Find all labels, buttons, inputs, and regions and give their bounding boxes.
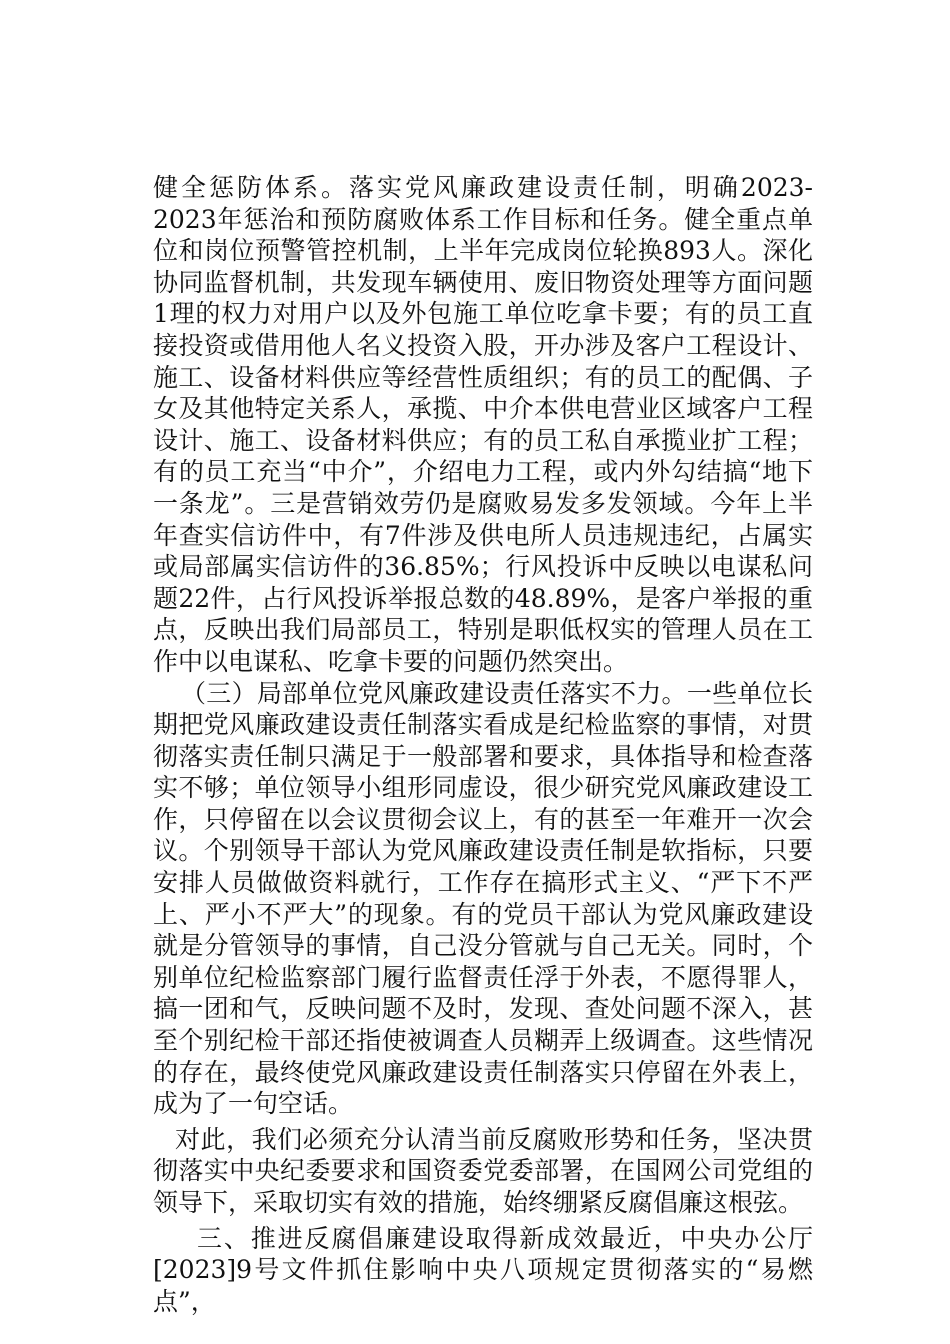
paragraph-corruption-prevention-system: 健全惩防体系。落实党风廉政建设责任制，明确2023-2023年惩治和预防腐败体系工作目标和任务。健全重点单位和岗位预警管控机制，上半年完成岗位轮换893人。深化协同监督机制，共发现车辆使用、废旧物资处理等方面问题1理的权力对用户以及外包施工单位吃拿卡要；有的员工直接投资或借用他人名义投资入股，开办涉及客户工程设计、施工、设备材料供应等经营性质组织；有的员工的配偶、子女及其他特定关系人，承揽、中介本供电营业区域客户工程设计、施工、设备材料供应；有的员工私自承揽业扩工程；有的员工充当“中介”，介绍电力工程，或内外勾结搞“地下一条龙”。三是营销效劳仍是腐败易发多发领域。今年上半年查实信访件中，有7件涉及供电所人员违规违纪，占属实或局部属实信访件的36.85%；行风投诉中反映以电谋私问题22件，占行风投诉举报总数的48.89%，是客户举报的重点，反映出我们局部员工，特别是职低权实的管理人员在工作中以电谋私、吃拿卡要的问题仍然突出。 (153, 173, 813, 676)
document-body (153, 172, 813, 1317)
paragraph-section-three-heading: 三、推进反腐倡廉建设取得新成效最近，中央办公厅[2023]9号文件抓住影响中央八项规定贯彻落实的“易燃点”， (153, 1223, 813, 1316)
paragraph-responsibility-implementation: （三）局部单位党风廉政建设责任落实不力。一些单位长期把党风廉政建设责任制落实看成是纪检监察的事情，对贯彻落实责任制只满足于一般部署和要求，具体指导和检查落实不够；单位领导小组形同虚设，很少研究党风廉政建设工作，只停留在以会议贯彻会议上，有的甚至一年难开一次会议。个别领导干部认为党风廉政建设责任制是软指标，只要安排人员做做资料就行，工作存在搞形式主义、“严下不严上、严小不严大”的现象。有的党员干部认为党风廉政建设就是分管领导的事情，自己没分管就与自己无关。同时，个别单位纪检监察部门履行监督责任浮于外表，不愿得罪人，搞一团和气，反映问题不及时，发现、查处问题不深入，甚至个别纪检干部还指使被调查人员糊弄上级调查。这些情况的存在，最终使党风廉政建设责任制落实只停留在外表上，成为了一句空话。 (153, 678, 813, 1119)
paragraph-situation-awareness: 对此，我们必须充分认清当前反腐败形势和任务，坚决贯彻落实中央纪委要求和国资委党委部署，在国网公司党组的领导下，采取切实有效的措施，始终绷紧反腐倡廉这根弦。 (153, 1124, 813, 1217)
